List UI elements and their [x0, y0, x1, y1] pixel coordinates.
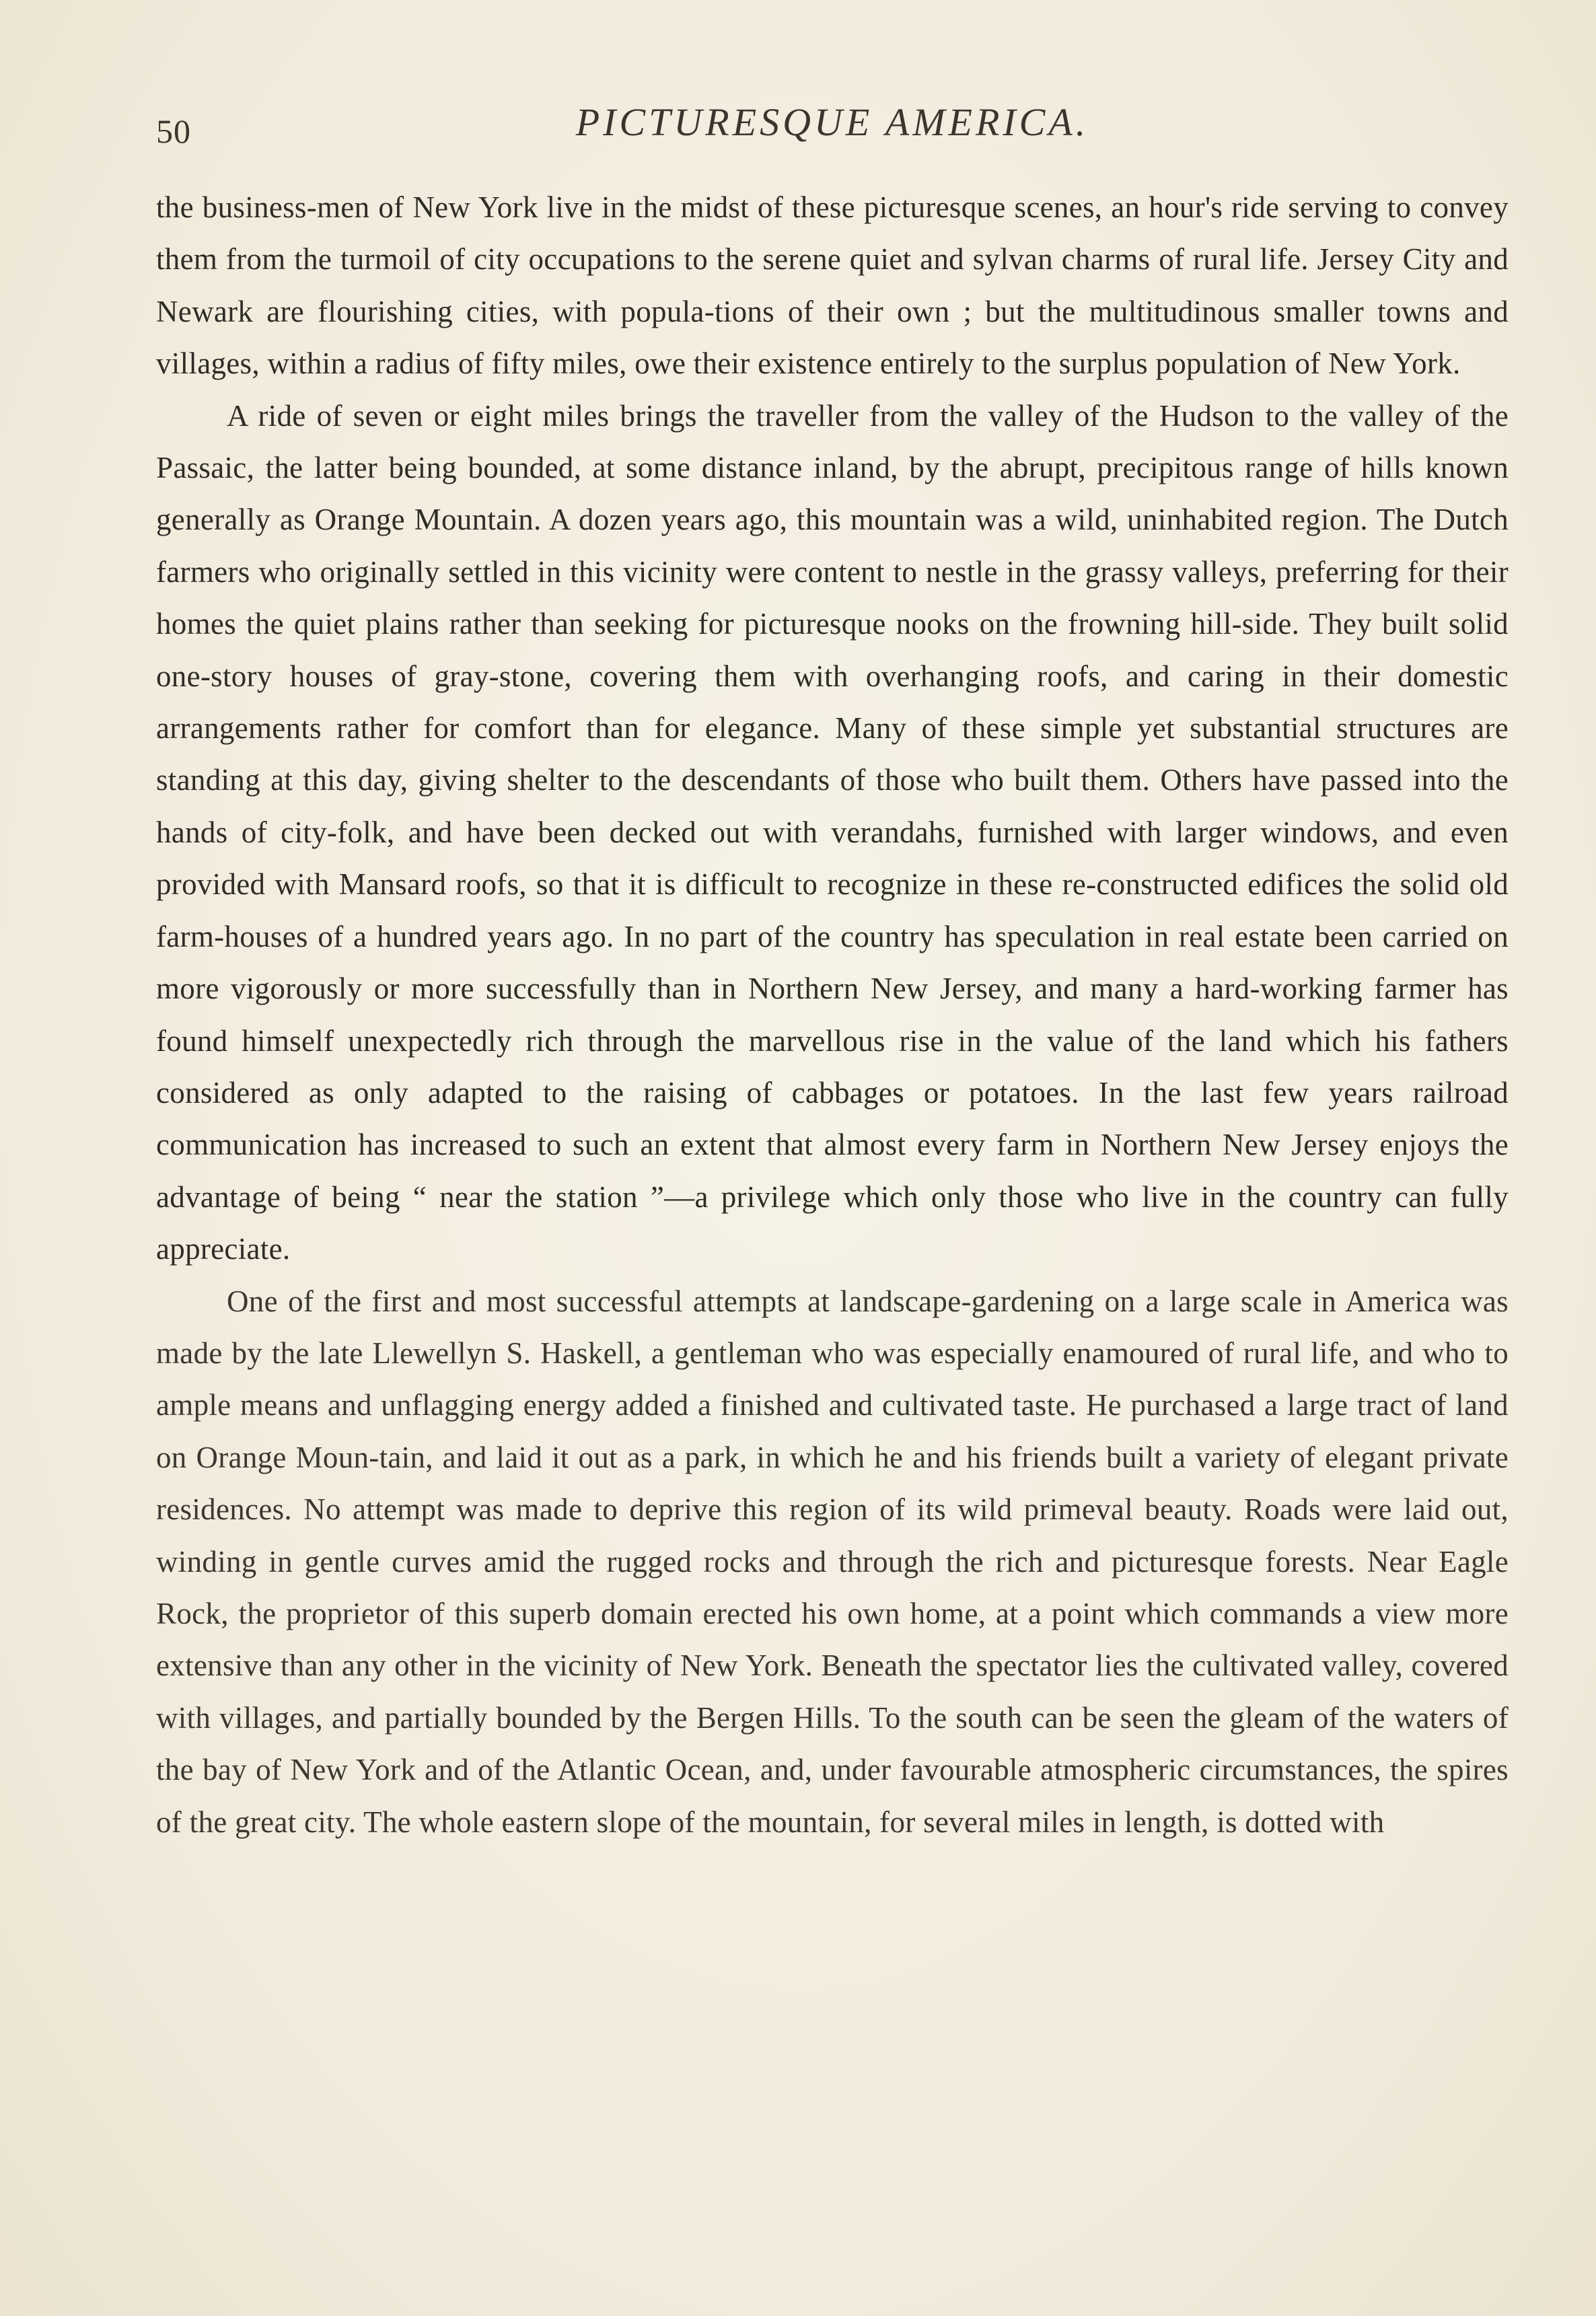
page-number: 50 [156, 112, 191, 150]
paragraph-3: One of the first and most successful attempts at landscape-gardening on a large scale in America was made by the late Llewellyn S. Haskell, a gentleman who was especially enamoured of rural life, and who to ample means and unflagging energy added a finished and cultivated taste. He purchased a large tract of land on Orange Moun-tain, and laid it out as a park, in which he and his friends built a variety of elegant private residences. No attempt was made to deprive this region of its wild primeval beauty. Roads were laid out, winding in gentle curves amid the rugged rocks and through the rich and picturesque forests. Near Eagle Rock, the proprietor of this superb domain erected his own home, at a point which commands a view more extensive than any other in the vicinity of New York. Beneath the spectator lies the cultivated valley, covered with villages, and partially bounded by the Bergen Hills. To the south can be seen the gleam of the waters of the bay of New York and of the Atlantic Ocean, and, under favourable atmospheric circumstances, the spires of the great city. The whole eastern slope of the mountain, for several miles in length, is dotted with [156, 1284, 1509, 1839]
paragraph-2: A ride of seven or eight miles brings the traveller from the valley of the Hudson to the valley of the Passaic, the latter being bounded, at some distance inland, by the abrupt, precipitous range of hills known generally as Orange Mountain. A dozen years ago, this mountain was a wild, uninhabited region. The Dutch farmers who originally settled in this vicinity were content to nestle in the grassy valleys, preferring for their homes the quiet plains rather than seeking for picturesque nooks on the frowning hill-side. They built solid one-story houses of gray-stone, covering them with overhanging roofs, and caring in their domestic arrangements rather for comfort than for elegance. Many of these simple yet substantial structures are standing at this day, giving shelter to the descendants of those who built them. Others have passed into the hands of city-folk, and have been decked out with verandahs, furnished with larger windows, and even provided with Mansard roofs, so that it is difficult to recognize in these re-constructed edifices the solid old farm-houses of a hundred years ago. In no part of the country has speculation in real estate been carried on more vigorously or more successfully than in Northern New Jersey, and many a hard-working farmer has found himself unexpectedly rich through the marvellous rise in the value of the land which his fathers considered as only adapted to the raising of cabbages or potatoes. In the last few years railroad communication has increased to such an extent that almost every farm in Northern New Jersey enjoys the advantage of being “ near the station ”—a privilege which only those who live in the country can fully appreciate. [156, 398, 1509, 1266]
body-text [156, 182, 1509, 1848]
page-header [156, 100, 1509, 153]
paragraph-1: the business-men of New York live in the midst of these picturesque scenes, an hour's ride serving to convey them from the turmoil of city occupations to the serene quiet and sylvan charms of rural life. Jersey City and Newark are flourishing cities, with popula-tions of their own ; but the multitudinous smaller towns and villages, within a radius of fifty miles, owe their existence entirely to the surplus population of New York. [156, 190, 1509, 381]
running-title: PICTURESQUE AMERICA. [575, 100, 1089, 144]
